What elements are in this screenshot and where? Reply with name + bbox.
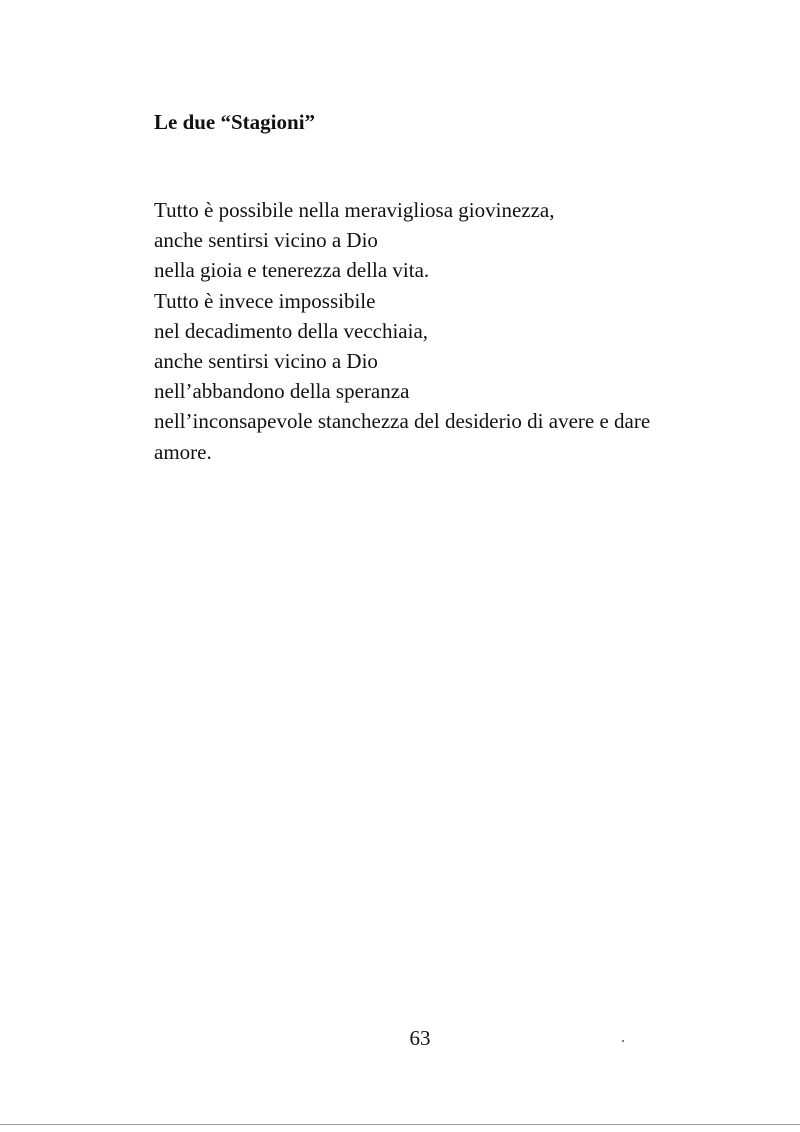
poem-line: Tutto è invece impossibile: [154, 288, 376, 313]
poem-line: nell’abbandono della speranza: [154, 379, 410, 404]
poem-line: amore.: [154, 439, 212, 464]
scan-speck: [622, 1040, 624, 1042]
poem-title: Le due “Stagioni”: [154, 110, 316, 134]
poem-line: Tutto è possibile nella meravigliosa giovinezza,: [154, 198, 555, 222]
poem-line: nel decadimento della vecchiaia,: [154, 318, 429, 343]
poem-line: nell’inconsapevole stanchezza del desiderio di avere e dare: [154, 409, 651, 434]
poem-body: [154, 195, 650, 467]
scan-edge-line: [0, 1124, 800, 1125]
poem-line: anche sentirsi vicino a Dio: [154, 349, 378, 374]
poem-line: anche sentirsi vicino a Dio: [154, 228, 378, 253]
poem-line: nella gioia e tenerezza della vita.: [154, 258, 430, 283]
page-number: 63: [409, 1026, 431, 1050]
